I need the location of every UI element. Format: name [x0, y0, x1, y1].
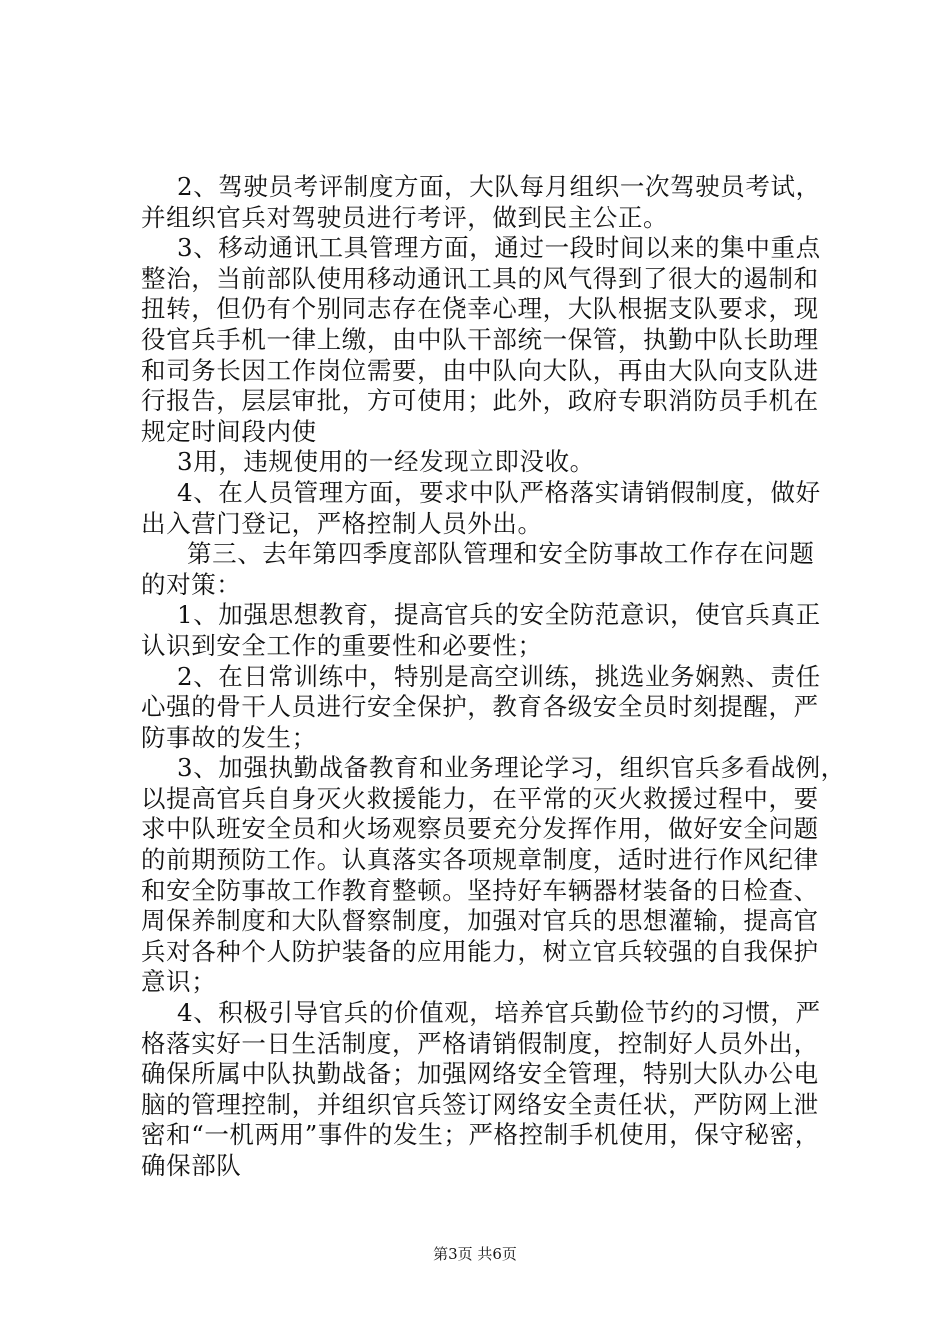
- text-line: 3、移动通讯工具管理方面，通过一段时间以来的集中重点: [177, 233, 821, 263]
- document-body: [141, 172, 846, 1182]
- text-line: 的对策：: [141, 569, 242, 599]
- text-line: 密和“一机两用”事件的发生；严格控制手机使用，保守秘密，: [141, 1120, 820, 1150]
- text-line: 规定时间段内使: [141, 416, 317, 446]
- text-line: 和安全防事故工作教育整顿。坚持好车辆器材装备的日检查、: [141, 875, 819, 905]
- text-line: 格落实好一日生活制度，严格请销假制度，控制好人员外出，: [141, 1028, 819, 1058]
- text-line: 整治，当前部队使用移动通讯工具的风气得到了很大的遏制和: [141, 263, 819, 293]
- text-line: 确保部队: [141, 1151, 242, 1180]
- text-line: 2、在日常训练中，特别是高空训练，挑选业务娴熟、责任: [177, 661, 821, 691]
- text-line: 第三、去年第四季度部队管理和安全防事故工作存在问题: [187, 539, 815, 569]
- text-line: 意识；: [141, 967, 217, 997]
- text-line: 认识到安全工作的重要性和必要性；: [141, 630, 543, 660]
- text-line: 确保所属中队执勤战备；加强网络安全管理，特别大队办公电: [141, 1059, 819, 1089]
- text-line: 出入营门登记，严格控制人员外出。: [141, 508, 543, 538]
- text-line: 的前期预防工作。认真落实各项规章制度，适时进行作风纪律: [141, 845, 819, 875]
- text-line: 防事故的发生；: [141, 722, 317, 752]
- text-line: 求中队班安全员和火场观察员要充分发挥作用，做好安全问题: [141, 814, 819, 844]
- text-line: 以提高官兵自身灭火救援能力，在平常的灭火救援过程中，要: [141, 783, 819, 813]
- text-line: 行报告，层层审批，方可使用；此外，政府专职消防员手机在: [141, 386, 819, 416]
- text-line: 3、加强执勤战备教育和业务理论学习，组织官兵多看战例，: [177, 753, 846, 783]
- text-line: 周保养制度和大队督察制度，加强对官兵的思想灌输，提高官: [141, 906, 819, 936]
- text-line: 2、驾驶员考评制度方面，大队每月组织一次驾驶员考试，: [177, 172, 821, 201]
- text-line: 扭转，但仍有个别同志存在侥幸心理，大队根据支队要求，现: [141, 294, 819, 324]
- text-line: 兵对各种个人防护装备的应用能力，树立官兵较强的自我保护: [141, 936, 819, 966]
- text-line: 心强的骨干人员进行安全保护，教育各级安全员时刻提醒，严: [141, 692, 819, 722]
- text-line: 并组织官兵对驾驶员进行考评，做到民主公正。: [141, 202, 669, 232]
- text-line: 1、加强思想教育，提高官兵的安全防范意识，使官兵真正: [177, 600, 821, 630]
- text-line: 4、积极引导官兵的价值观，培养官兵勤俭节约的习惯，严: [177, 998, 821, 1028]
- text-line: 3用，违规使用的一经发现立即没收。: [177, 447, 595, 477]
- text-line: 脑的管理控制，并组织官兵签订网络安全责任状，严防网上泄: [141, 1089, 819, 1119]
- text-line: 和司务长因工作岗位需要，由中队向大队，再由大队向支队进: [141, 355, 819, 385]
- text-line: 役官兵手机一律上缴，由中队干部统一保管，执勤中队长助理: [141, 324, 819, 354]
- text-line: 4、在人员管理方面，要求中队严格落实请销假制度，做好: [177, 477, 821, 507]
- page-footer: 第3页 共6页: [433, 1245, 517, 1263]
